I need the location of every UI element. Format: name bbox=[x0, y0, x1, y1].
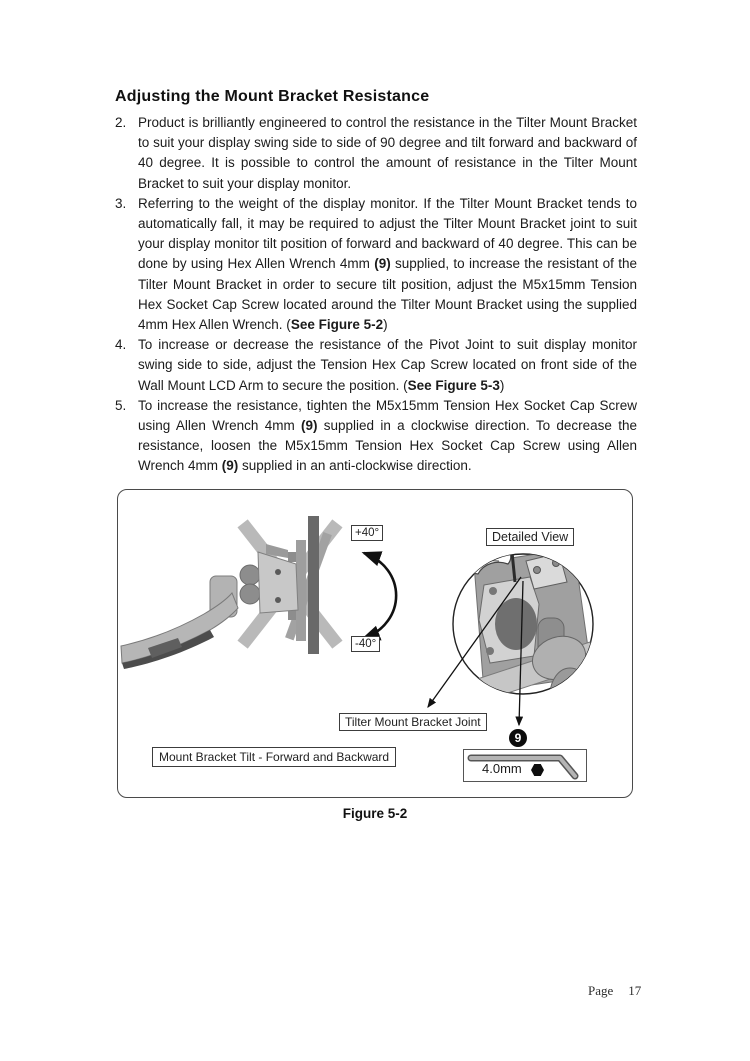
list-item-number: 2. bbox=[115, 115, 127, 130]
list-item-text: To increase the resistance, tighten the M5x15mm Tension Hex Socket Cap Screw using Allen Wrench 4mm (9) supplied in a clockwise direction. To decrease the resistance, loosen the M5x15mm Tension Hex Socket Cap Screw using Allen Wrench 4mm (9) supplied in an anti-clockwise direction. bbox=[138, 397, 637, 474]
list-item bbox=[115, 113, 637, 194]
list-item-number: 4. bbox=[115, 337, 127, 353]
list-item bbox=[115, 396, 637, 477]
figure-caption: Figure 5-2 bbox=[342, 806, 408, 821]
page-number: 17 bbox=[628, 983, 642, 998]
list-item-number: 5. bbox=[115, 397, 127, 413]
list-item-number: 3. bbox=[115, 195, 127, 211]
instruction-list bbox=[115, 113, 637, 477]
figure-5-2 bbox=[117, 489, 633, 798]
list-item bbox=[115, 194, 637, 335]
page-title: Adjusting the Mount Bracket Resistance bbox=[115, 88, 430, 105]
page-footer bbox=[588, 983, 641, 999]
page-footer-label: Page bbox=[588, 983, 614, 998]
tilt-down-label: -40° bbox=[351, 636, 380, 652]
tilter-mount-bracket-joint-label: Tilter Mount Bracket Joint bbox=[339, 713, 487, 731]
detailed-view-label: Detailed View bbox=[486, 528, 574, 546]
part-9-badge: 9 bbox=[509, 729, 527, 747]
list-item-text: Referring to the weight of the display monitor. If the Tilter Mount Bracket tends to automatically fall, it may be required to adjust the Tilter Mount Bracket joint to suit your display monitor tilt position of forward and backward of 40 degree. This can be done by using Hex Allen Wrench 4mm (9) supplied, to increase the resistant of the Tilter Mount Bracket in order to secure tilt position, adjust the M5x15mm Tension Hex Socket Cap Screw located around the Tilter Mount Bracket using the supplied 4mm Hex Allen Wrench. (See Figure 5-2) bbox=[138, 195, 637, 333]
wrench-size-label: 4.0mm bbox=[482, 761, 522, 776]
mount-bracket-tilt-label: Mount Bracket Tilt - Forward and Backward bbox=[152, 747, 396, 767]
tilt-up-label: +40° bbox=[351, 525, 383, 541]
list-item-text: Product is brilliantly engineered to control the resistance in the Tilter Mount Bracket to suit your display swing side to side of 90 degree and tilt forward and backward of 40 degree. It is possible to control the amount of resistance in the Tilter Mount Bracket to suit your display monitor. bbox=[138, 115, 637, 191]
detailed-view-circle bbox=[453, 546, 596, 722]
list-item-text: To increase or decrease the resistance of the Pivot Joint to suit display monitor swing side to side, adjust the Tension Hex Cap Screw located on front side of the Wall Mount LCD Arm to secure the position. (See Figure 5-3) bbox=[138, 337, 637, 393]
hex-wrench-box bbox=[463, 749, 587, 782]
list-item bbox=[115, 335, 637, 396]
